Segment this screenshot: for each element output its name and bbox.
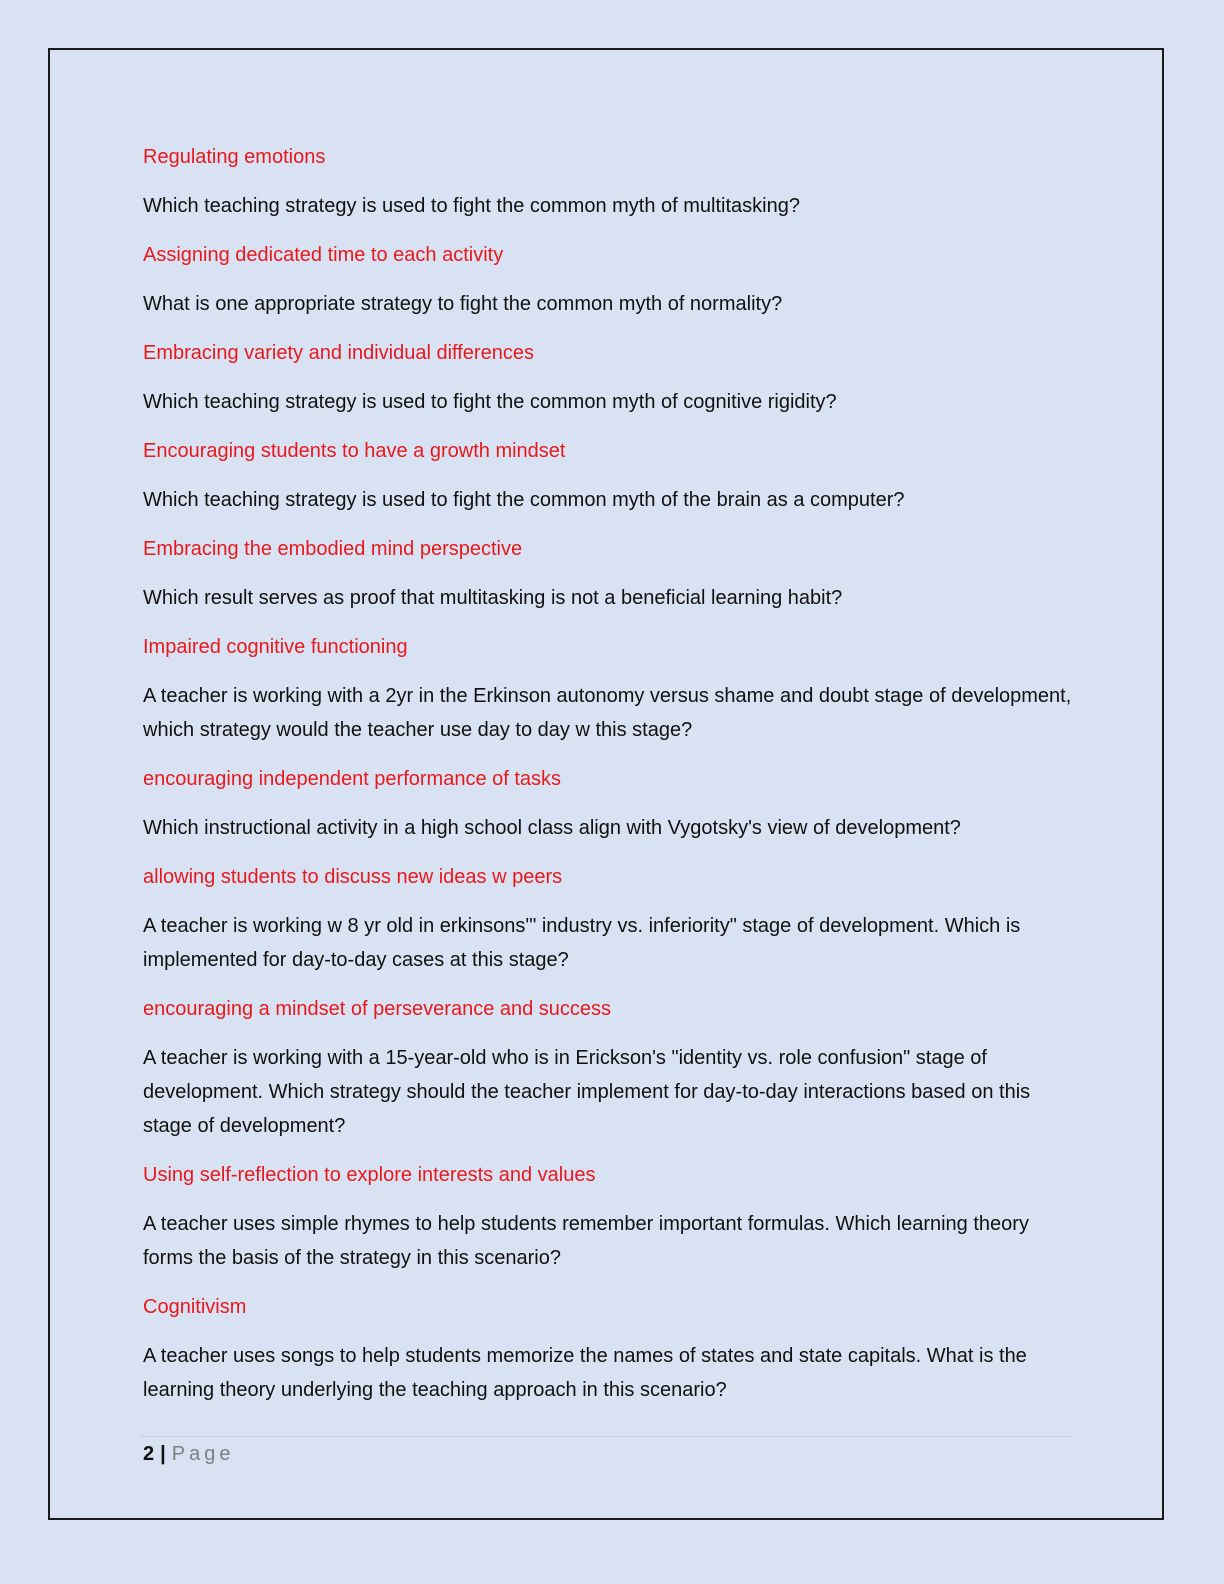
answer-text: encouraging independent performance of tasks <box>143 768 562 790</box>
answer-text: allowing students to discuss new ideas w peers <box>143 866 563 888</box>
question-text: A teacher is working w 8 yr old in erkinsons'" industry vs. inferiority" stage of development. Which is implemented for day-to-day cases at this stage? <box>143 915 1021 971</box>
footer-divider <box>140 1436 1073 1437</box>
answer-text: Using self-reflection to explore interests and values <box>143 1164 596 1186</box>
answer-text: Regulating emotions <box>143 146 326 168</box>
page-label: Page <box>171 1443 235 1465</box>
question-text: Which teaching strategy is used to fight the common myth of cognitive rigidity? <box>143 391 837 413</box>
question-text: A teacher is working with a 2yr in the Erkinson autonomy versus shame and doubt stage of development, which strategy would the teacher use day to day w this stage? <box>143 685 1072 741</box>
answer-text: encouraging a mindset of perseverance and success <box>143 998 612 1020</box>
document-body <box>143 140 1083 1422</box>
question-text: Which result serves as proof that multitasking is not a beneficial learning habit? <box>143 587 843 609</box>
question-text: What is one appropriate strategy to fight the common myth of normality? <box>143 293 783 315</box>
question-text: Which teaching strategy is used to fight the common myth of multitasking? <box>143 195 800 217</box>
question-text: A teacher uses songs to help students memorize the names of states and state capitals. What is the learning theory underlying the teaching approach in this scenario? <box>143 1345 1027 1401</box>
answer-text: Cognitivism <box>143 1296 247 1318</box>
question-text: A teacher uses simple rhymes to help students remember important formulas. Which learning theory forms the basis of the strategy in this scenario? <box>143 1213 1029 1269</box>
answer-text: Assigning dedicated time to each activity <box>143 244 504 266</box>
footer-separator: | <box>160 1443 166 1465</box>
answer-text: Encouraging students to have a growth mindset <box>143 440 566 462</box>
page-number: 2 <box>143 1443 155 1465</box>
answer-text: Embracing variety and individual differences <box>143 342 534 364</box>
question-text: A teacher is working with a 15-year-old who is in Erickson's "identity vs. role confusion" stage of development. Which strategy should the teacher implement for day-to-day interactions based on this stage of development? <box>143 1047 1031 1137</box>
page-footer <box>143 1440 234 1468</box>
answer-text: Embracing the embodied mind perspective <box>143 538 523 560</box>
answer-text: Impaired cognitive functioning <box>143 636 408 658</box>
question-text: Which instructional activity in a high school class align with Vygotsky's view of development? <box>143 817 961 839</box>
question-text: Which teaching strategy is used to fight the common myth of the brain as a computer? <box>143 489 905 511</box>
